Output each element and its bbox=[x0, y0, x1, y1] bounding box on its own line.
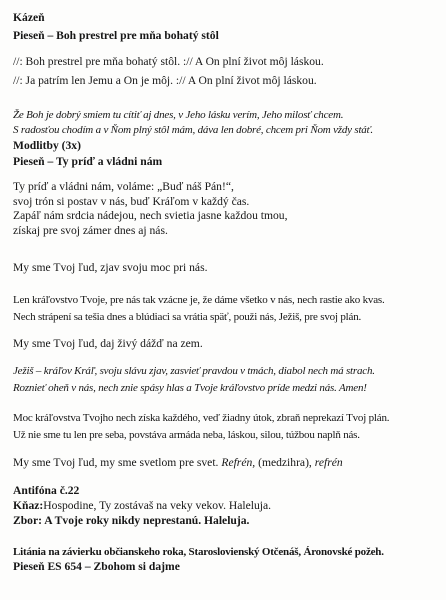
priest-label: Kňaz: bbox=[13, 499, 44, 512]
lyric-line: Len kráľovstvo Tvoje, pre nás tak vzácne je, že dáme všetko v nás, nech rastie ako kvas. bbox=[13, 294, 385, 306]
stanza-2 bbox=[13, 293, 441, 324]
stanza-3 bbox=[13, 411, 441, 442]
lyric-line: Moc kráľovstva Tvojho nech získa každého, veď žiadny útok, zbraň neprekazí Tvoj plán. bbox=[13, 412, 390, 424]
lyric-line: Zapáľ nám srdcia nádejou, nech svietia jasne každou tmou, bbox=[13, 209, 288, 222]
priest-text: Hospodine, Ty zostávaš na veky vekov. Haleluja. bbox=[43, 499, 272, 512]
song1-lyrics bbox=[13, 55, 441, 88]
stanza-1 bbox=[13, 180, 441, 238]
litany-line: Litánia na závierku občianskeho roka, Staroslovienský Otčenáš, Áronovské požeh. bbox=[13, 546, 384, 558]
final-line-text: My sme Tvoj ľud, my sme svetlom pre svet. bbox=[13, 456, 219, 469]
song2-title: Pieseň – Ty príď a vládni nám bbox=[13, 155, 163, 168]
lyric-line: svoj trón si postav v nás, buď Kráľom v každý čas. bbox=[13, 194, 250, 208]
choir-line: Zbor: A Tvoje roky nikdy neprestanú. Haleluja. bbox=[13, 514, 250, 527]
song3-title: Pieseň ES 654 – Zbohom si dajme bbox=[13, 560, 180, 573]
lyric-line: Ty príď a vládni nám, voláme: „Buď náš Pán!“, bbox=[13, 180, 234, 193]
italic-verse-1 bbox=[13, 108, 441, 137]
lyric-line: získaj pre svoj zámer dnes aj nás. bbox=[13, 223, 168, 237]
lyric-line: Už nie sme tu len pre seba, povstáva armáda neba, láskou, silou, túžbou naplň nás. bbox=[13, 428, 360, 441]
people-line-1: My sme Tvoj ľud, zjav svoju moc pri nás. bbox=[13, 261, 208, 274]
lyric-line: //: Boh prestrel pre mňa bohatý stôl. :// A On plní život môj láskou. bbox=[13, 55, 324, 68]
lyric-line: //: Ja patrím len Jemu a On je môj. :// A On plní život môj láskou. bbox=[13, 73, 317, 87]
priest-line bbox=[13, 499, 441, 514]
italic-line: Roznieť oheň v nás, nech znie spásy hlas a Tvoje kráľovstvo príde medzi nás. Amen! bbox=[13, 381, 367, 394]
prayers-heading: Modlitby (3x) bbox=[13, 139, 81, 152]
sermon-heading: Kázeň bbox=[13, 11, 45, 24]
italic-line: Že Boh je dobrý smiem tu cítiť aj dnes, v Jeho lásku verím, Jeho milosť chcem. bbox=[13, 109, 344, 121]
italic-line: S radosťou chodím a v Ňom plný stôl mám, dáva len dobré, chcem pri Ňom vždy stáť. bbox=[13, 123, 373, 136]
song1-title: Pieseň – Boh prestrel pre mňa bohatý stôl bbox=[13, 29, 219, 42]
italic-verse-2 bbox=[13, 364, 441, 395]
antiphon-heading: Antifóna č.22 bbox=[13, 484, 80, 497]
interlude-label: (medzihra), bbox=[258, 456, 312, 469]
final-line bbox=[13, 456, 441, 471]
italic-line: Ježiš – kráľov Kráľ, svoju slávu zjav, zasvieť pravdou v tmách, diabol nech má strach. bbox=[13, 365, 375, 377]
refrain-label: Refrén, bbox=[221, 456, 256, 469]
people-line-2: My sme Tvoj ľud, daj živý dážď na zem. bbox=[13, 337, 203, 350]
refrain-label-2: refrén bbox=[314, 456, 343, 469]
lyric-line: Nech strápení sa tešia dnes a blúdiaci sa vrátia späť, použi nás, Ježiš, pre svoj plán. bbox=[13, 310, 362, 323]
